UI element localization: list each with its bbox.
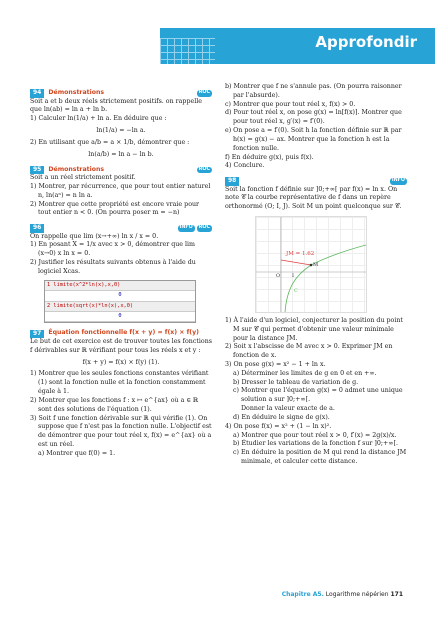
- question-3c: c) Montrer que pour tout réel x, f(x) > 0.: [225, 100, 356, 108]
- exercise-96-header: [30, 224, 212, 232]
- formula: f(x + y) = f(x) × f(y) (1).: [82, 358, 160, 366]
- question-1: 1) Montrer que les seules fonctions constantes vérifiant (1) sont la fonction nulle et la fonction constamment égale à 1.: [30, 370, 209, 396]
- question-3a: a) Déterminer les limites de g en 0 et en +∞.: [233, 369, 377, 377]
- question-4a: a) Montrer que pour tout réel x > 0, f′(x) = 2g(x)/x.: [233, 431, 397, 439]
- exercise-number: 94: [30, 89, 44, 97]
- formula: ln(a/b) = ln a − ln b.: [88, 150, 154, 158]
- question-3d: d) Pour tout réel x, on pose g(x) = ln[f(x)]. Montrer que pour tout réel x, g′(x) = f′(0).: [225, 109, 402, 126]
- xcas-command: 2 limite(sqrt(x)*ln(x),x,0): [45, 302, 195, 312]
- exercise-number: 96: [30, 224, 44, 232]
- page-number: 171: [390, 591, 403, 598]
- right-column: [225, 83, 407, 467]
- question-3f: f) En déduire g(x), puis f(x).: [225, 153, 314, 161]
- question-1: 1) À l'aide d'un logiciel, conjecturer la position du point M sur 𝒞 qui permet d'obtenir une valeur minimale pour la distance JM.: [225, 316, 403, 342]
- info-badge: INFO: [391, 177, 405, 183]
- xcas-result: 0: [45, 312, 195, 322]
- formula: ln(1/a) = −ln a.: [96, 127, 146, 135]
- question-4c: c) En déduire la position de M qui rend la distance JM minimale, et calculer cette distance.: [233, 449, 407, 465]
- question-3d: d) En déduire le signe de g(x).: [233, 413, 330, 421]
- xcas-screenshot: [44, 280, 196, 324]
- question-3b: b) Montrer que f ne s'annule pas. (On pourra raisonner par l'absurde).: [225, 83, 402, 99]
- question-1: 1) En posant X = 1/x avec x > 0, démontrer que lim (x→0) x ln x = 0.: [30, 241, 196, 258]
- exercise-number: 97: [30, 330, 44, 338]
- label-m: M: [313, 261, 319, 268]
- xcas-command: 1 limite(x^2*ln(x),x,0): [45, 281, 195, 291]
- question-1: 1) Calculer ln(1/a) + ln a. En déduire que :: [30, 115, 167, 123]
- question-2: 2) En utilisant que a/b = a × 1/b, démontrer que :: [30, 138, 190, 146]
- exercise-95-header: [30, 166, 212, 175]
- question-4: 4) Conclure.: [225, 162, 265, 170]
- question-3c-note: Donner la valeur exacte de a.: [241, 405, 335, 413]
- jm-segment: [281, 260, 311, 265]
- section-title: Approfondir: [315, 33, 417, 51]
- exercise-97-header: [30, 329, 212, 338]
- info-badge: INFO: [179, 225, 193, 231]
- exercise-intro: Soit a un réel strictement positif.: [30, 174, 136, 182]
- question-3a: a) Montrer que f(0) = 1.: [38, 449, 116, 457]
- exercise-intro: Soit a et b deux réels strictement positifs. on rappelle que ln(ab) = ln a + ln b.: [30, 97, 202, 114]
- chapter-label: Chapitre A5.: [281, 591, 324, 598]
- question-4b: b) Étudier les variations de la fonction f sur ]0;+∞[.: [233, 440, 398, 448]
- label-o: O: [276, 272, 281, 279]
- question-2: 2) Montrer que cette propriété est encore vraie pour tout entier n < 0. (On pourra poser m = −n): [30, 200, 200, 217]
- question-2: 2) Justifier les résultats suivants obtenus à l'aide du logiciel Xcas.: [30, 259, 196, 275]
- roc-badge: ROC: [198, 89, 210, 95]
- exercise-94-header: [30, 89, 212, 98]
- page-footer: [282, 591, 403, 598]
- software-graph: [255, 216, 367, 313]
- question-3c: c) Montrer que l'équation g(x) = 0 admet une unique solution a sur ]0;+∞[.: [233, 387, 403, 404]
- roc-badge: ROC: [198, 225, 210, 231]
- exercise-title: Équation fonctionnelle f(x + y) = f(x) × f(y): [48, 329, 199, 337]
- label-c: C: [294, 287, 298, 294]
- question-3: 3) Soit f une fonction dérivable sur ℝ qui vérifie (1). On suppose que f n'est pas la fonction nulle. L'objectif est de démontrer que pour tout réel x, f(x) = e^{ax} où a est un réel.: [30, 414, 212, 448]
- question-3b: b) Dresser le tableau de variation de g.: [233, 378, 359, 386]
- distance-label: JM = 1.62: [286, 250, 315, 257]
- question-3: 3) On pose g(x) = x² − 1 + ln x.: [225, 361, 326, 369]
- question-4: 4) On pose f(x) = x² + (1 − ln x)².: [225, 422, 332, 430]
- xcas-result: 0: [45, 291, 195, 301]
- exercise-number: 98: [225, 177, 239, 185]
- exercise-intro: On rappelle que lim (x→+∞) ln x / x = 0.: [30, 232, 159, 240]
- question-1: 1) Montrer, par récurrence, que pour tout entier naturel n, ln(aⁿ) = n ln a.: [30, 183, 211, 199]
- exercise-98-header: [225, 177, 407, 185]
- graph-svg: [256, 217, 366, 312]
- label-i: I: [292, 272, 294, 279]
- exercise-intro: Le but de cet exercice est de trouver toutes les fonctions f dérivables sur ℝ vérifiant pour tous les réels x et y :: [30, 338, 212, 354]
- chapter-title: Logarithme népérien: [325, 591, 389, 598]
- banner-grid-pattern: [160, 38, 215, 64]
- question-2: 2) Montrer que les fonctions f : x ↦ e^{ax} où a ∈ ℝ sont des solutions de l'équation (1).: [30, 396, 199, 413]
- exercise-title: Démonstrations: [48, 165, 105, 173]
- left-column: [30, 83, 212, 459]
- roc-badge: ROC: [198, 166, 210, 172]
- exercise-title: Démonstrations: [48, 89, 105, 96]
- exercise-intro: Soit la fonction f définie sur ]0;+∞[ par f(x) = ln x. On note 𝒞 la courbe représentative de f dans un repère orthonormé (O; I, J). Soit M un point quelconque sur 𝒞.: [225, 185, 402, 211]
- question-2: 2) Soit x l'abscisse de M avec x > 0. Exprimer JM en fonction de x.: [225, 343, 393, 360]
- question-3e: e) On pose a = f′(0). Soit h la fonction définie sur ℝ par h(x) = g(x) − ax. Montrer que la fonction h est la fonction nulle.: [225, 127, 402, 152]
- exercise-number: 95: [30, 166, 44, 174]
- point-m: [310, 264, 313, 267]
